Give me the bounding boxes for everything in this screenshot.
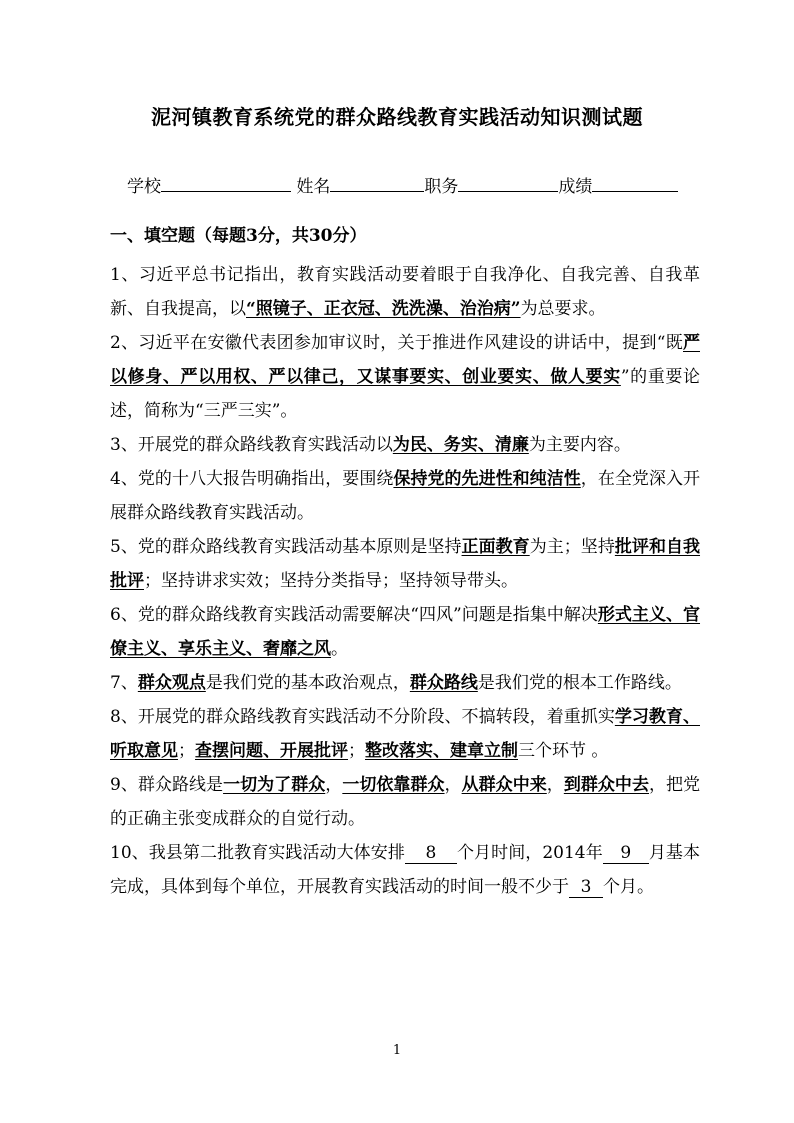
question-text: 是我们党的基本政治观点， (205, 673, 410, 693)
question-4 (110, 462, 700, 530)
answer-text: 严以修身、严以用权、严以律己，又谋事要实、创业要实、做人要实 (110, 333, 700, 387)
document-title: 泥河镇教育系统党的群众路线教育实践活动知识测试题 (151, 105, 643, 129)
answer-text: 到群众中去 (563, 775, 650, 795)
question-text: 为主要内容。 (528, 435, 631, 455)
answer-text: 形式主义、官僚主义、享乐主义、奢靡之风 (110, 605, 701, 659)
question-text: ，在全党深入开展群众路线教育实践活动。 (110, 469, 701, 523)
question-text: 5、党的群众路线教育实践活动基本原则是坚持 (110, 537, 462, 557)
info-line (127, 172, 678, 197)
question-text: ；坚持讲求实效；坚持分类指导；坚持领导带头。 (144, 571, 518, 591)
question-text: 个月时间，2014年 (456, 843, 603, 863)
question-5 (110, 530, 700, 598)
question-text: 1、习近平总书记指出，教育实践活动要着眼于自我净化、自我完善、自我革新、自我提高，以 (110, 265, 700, 319)
answer-text: 批评和自我批评 (110, 537, 701, 591)
answer-blank: 8 (405, 843, 457, 864)
question-text: 4、党的十八大报告明确指出，要围绕 (110, 469, 394, 489)
question-text: 2、习近平在安徽代表团参加审议时，关于推进作风建设的讲话中，提到“既 (110, 333, 683, 353)
question-list (110, 258, 700, 904)
answer-text: 群众路线 (409, 673, 478, 693)
question-2 (110, 326, 700, 428)
question-1 (110, 258, 700, 326)
answer-text: “照镜子、正衣冠、洗洗澡、治治病” (246, 299, 521, 319)
name-blank[interactable] (330, 175, 424, 192)
school-label: 学校 (127, 177, 161, 197)
question-text: ， (546, 775, 564, 795)
answer-blank: 3 (569, 877, 603, 898)
answer-text: 一切为了群众 (223, 775, 326, 795)
school-blank[interactable] (161, 175, 291, 192)
answer-text: 学习教育、听取意见 (110, 707, 700, 761)
question-7 (110, 666, 700, 700)
question-text: 个月。 (603, 877, 654, 897)
position-label: 职务 (424, 177, 459, 197)
question-text: 月基本完成，具体到每个单位，开展教育实践活动的时间一般不少于 (110, 843, 701, 897)
answer-text: 正面教育 (461, 537, 530, 557)
answer-text: 从群众中来 (461, 775, 547, 795)
question-6 (110, 598, 700, 666)
question-text: 三个环节 。 (518, 741, 609, 761)
question-text: 为主；坚持 (529, 537, 615, 557)
section-heading: 一、填空题（每题3分，共30分） (110, 226, 367, 246)
question-text: ”的重要论述，简称为“三严三实”。 (110, 367, 700, 421)
question-text: ，把党的正确主张变成群众的自觉行动。 (110, 775, 701, 829)
answer-text: 一切依靠群众 (342, 775, 445, 795)
question-text: ； (348, 741, 365, 761)
question-text: 7、 (110, 673, 138, 693)
question-text: 6、党的群众路线教育实践活动需要解决“四风”问题是指集中解决 (110, 605, 598, 625)
question-text: 3、开展党的群众路线教育实践活动以 (110, 435, 393, 455)
question-text: 9、群众路线是 (110, 775, 224, 795)
question-text: 。 (331, 639, 348, 659)
question-text: 是我们党的根本工作路线。 (477, 673, 682, 693)
question-text: ； (178, 741, 195, 761)
score-label: 成绩 (558, 177, 593, 197)
question-text: 10、我县第二批教育实践活动大体安排 (110, 843, 405, 863)
question-9 (110, 768, 700, 836)
question-text: ， (325, 775, 343, 795)
score-blank[interactable] (592, 175, 678, 192)
position-blank[interactable] (458, 175, 558, 192)
name-label: 姓名 (296, 177, 331, 197)
answer-text: 为民、务实、清廉 (392, 435, 529, 455)
question-text: ， (444, 775, 462, 795)
question-3 (110, 428, 700, 462)
answer-text: 整改落实、建章立制 (365, 741, 518, 761)
answer-text: 群众观点 (137, 673, 206, 693)
question-10 (110, 836, 700, 904)
answer-text: 保持党的先进性和纯洁性 (393, 469, 581, 489)
question-8 (110, 700, 700, 768)
question-text: 为总要求。 (520, 299, 606, 319)
answer-blank: 9 (603, 843, 649, 864)
question-text: 8、开展党的群众路线教育实践活动不分阶段、不搞转段，着重抓实 (110, 707, 615, 727)
page-number: 1 (392, 1043, 402, 1058)
answer-text: 查摆问题、开展批评 (195, 741, 348, 761)
